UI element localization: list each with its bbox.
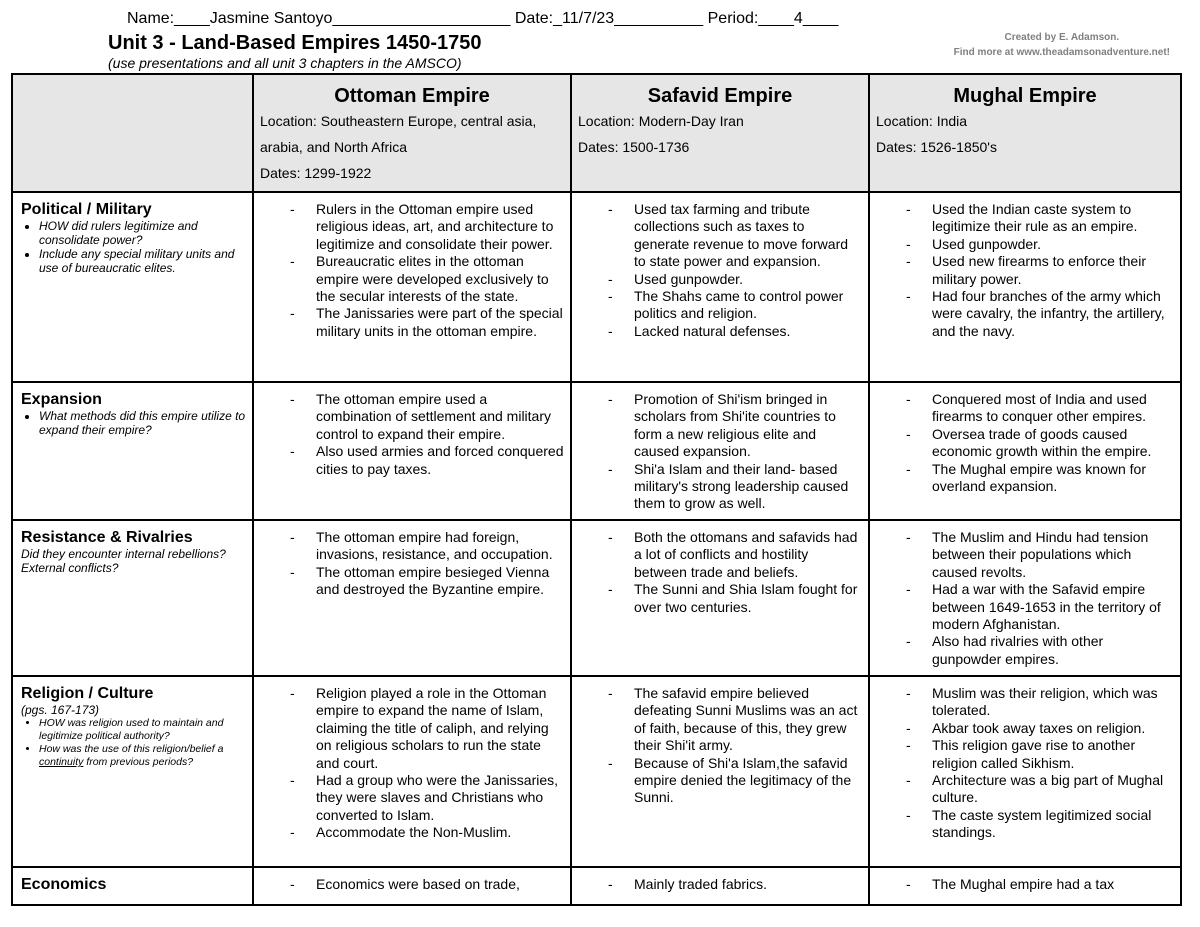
answer-item: - The Muslim and Hindu had tension between their populations which caused revolts. [884, 529, 1174, 581]
answer-list [572, 193, 868, 340]
safavid-header-cell [571, 74, 869, 192]
ottoman-empire-heading: Ottoman Empire [334, 85, 490, 107]
answer-item: - Both the ottomans and safavids had a lot of conflicts and hostility between trade and beliefs. [586, 529, 862, 581]
answer-item: - Had a war with the Safavid empire between 1649-1653 in the territory of modern Afghanistan. [884, 581, 1174, 633]
answer-item: - Shi'a Islam and their land- based military's strong leadership caused them to grow as well. [586, 461, 862, 513]
answer-item: - The Mughal empire had a tax [884, 876, 1174, 893]
economics-row [12, 867, 1181, 905]
answer-item: - The safavid empire believed defeating Sunni Muslims was an act of faith, because of this, they grew their Shi'it army. [586, 685, 862, 755]
answer-item: - Lacked natural defenses. [586, 323, 862, 340]
answer-item: - Oversea trade of goods caused economic growth within the empire. [884, 426, 1174, 461]
answer-item: - Mainly traded fabrics. [586, 876, 862, 893]
ottoman-economics-cell [253, 867, 571, 905]
answer-item: - Bureaucratic elites in the ottoman empire were developed exclusively to the secular interests of the state. [268, 253, 564, 305]
ottoman-religion-cell [253, 676, 571, 867]
answer-item: - Economics were based on trade, [268, 876, 564, 893]
prompt-text: from previous periods? [83, 756, 194, 768]
answer-item: - Also had rivalries with other gunpowder empires. [884, 633, 1174, 668]
answer-item: - Muslim was their religion, which was tolerated. [884, 685, 1174, 720]
mughal-political-cell [869, 192, 1181, 382]
answer-list [572, 383, 868, 513]
ottoman-resistance-cell [253, 520, 571, 676]
answer-item: - This religion gave rise to another religion called Sikhism. [884, 737, 1174, 772]
empires-comparison-table [11, 73, 1182, 906]
religion-culture-row [12, 676, 1181, 867]
answer-item: - Accommodate the Non-Muslim. [268, 824, 564, 841]
answer-item: - The Shahs came to control power politics and religion. [586, 288, 862, 323]
ottoman-expansion-cell [253, 382, 571, 520]
prompt-item: • HOW did rulers legitimize and consolidate power? [39, 219, 246, 247]
answer-list [870, 193, 1180, 340]
answer-item: - Had four branches of the army which were cavalry, the infantry, the artillery, and the navy. [884, 288, 1174, 340]
safavid-location: Location: Modern-Day Iran [578, 113, 744, 129]
table-header-row [12, 74, 1181, 192]
prompt-item: • Include any special military units and use of bureaucratic elites. [39, 247, 246, 275]
prompt-list [21, 717, 246, 769]
prompt-list [21, 409, 246, 437]
row-title: Resistance & Rivalries [21, 529, 193, 546]
answer-item: - Because of Shi'a Islam,the safavid empire denied the legitimacy of the Sunni. [586, 755, 862, 807]
mughal-economics-cell [869, 867, 1181, 905]
answer-item: - Used gunpowder. [586, 271, 862, 288]
political-military-row [12, 192, 1181, 382]
answer-list [870, 521, 1180, 668]
mughal-expansion-cell [869, 382, 1181, 520]
answer-list [254, 677, 570, 842]
answer-item: - The ottoman empire besieged Vienna and destroyed the Byzantine empire. [268, 564, 564, 599]
ottoman-political-cell [253, 192, 571, 382]
answer-item: - Rulers in the Ottoman empire used religious ideas, art, and architecture to legitimize and consolidate their power. [268, 201, 564, 253]
credit-author: Created by E. Adamson. [1004, 32, 1120, 43]
prompt-item [39, 743, 246, 769]
safavid-empire-heading: Safavid Empire [647, 85, 793, 107]
row-title: Religion / Culture [21, 685, 154, 702]
answer-item: - Religion played a role in the Ottoman empire to expand the name of Islam, claiming the title of caliph, and relying on religious scholars to run the state and court. [268, 685, 564, 772]
mughal-resistance-cell [869, 520, 1181, 676]
worksheet-subtitle: (use presentations and all unit 3 chapters in the AMSCO) [108, 55, 462, 71]
answer-item: - Used tax farming and tribute collections such as taxes to generate revenue to move forward to state power and expansion. [586, 201, 862, 271]
ottoman-dates: Dates: 1299-1922 [260, 165, 372, 181]
safavid-economics-cell [571, 867, 869, 905]
corner-cell [12, 74, 253, 192]
prompt-item: • HOW was religion used to maintain and legitimize political authority? [39, 717, 246, 743]
answer-list [572, 868, 868, 893]
ottoman-header-cell [253, 74, 571, 192]
worksheet-title: Unit 3 - Land-Based Empires 1450-1750 [108, 32, 482, 54]
answer-item: - Used new firearms to enforce their military power. [884, 253, 1174, 288]
safavid-expansion-cell [571, 382, 869, 520]
religion-label-cell [12, 676, 253, 867]
safavid-dates: Dates: 1500-1736 [578, 139, 690, 155]
answer-item: - The Janissaries were part of the special military units in the ottoman empire. [268, 305, 564, 340]
mughal-empire-heading: Mughal Empire [953, 85, 1097, 107]
answer-item: - Also used armies and forced conquered cities to pay taxes. [268, 443, 564, 478]
answer-list [254, 868, 570, 893]
mughal-header-cell [869, 74, 1181, 192]
answer-item: - The Sunni and Shia Islam fought for over two centuries. [586, 581, 862, 616]
answer-item: - Akbar took away taxes on religion. [884, 720, 1174, 737]
answer-list [254, 521, 570, 599]
safavid-religion-cell [571, 676, 869, 867]
answer-list [254, 193, 570, 340]
resistance-rivalries-row [12, 520, 1181, 676]
prompt-list [21, 219, 246, 275]
answer-list [572, 521, 868, 616]
underlined-word: continuity [39, 756, 84, 768]
expansion-row [12, 382, 1181, 520]
credit-block [954, 30, 1170, 60]
row-title: Expansion [21, 391, 102, 408]
answer-item: - The caste system legitimized social standings. [884, 807, 1174, 842]
answer-list [870, 677, 1180, 842]
answer-item: - Had a group who were the Janissaries, they were slaves and Christians who converted to Islam. [268, 772, 564, 824]
expansion-label-cell [12, 382, 253, 520]
row-prompt: Did they encounter internal rebellions? External conflicts? [21, 547, 226, 575]
answer-item: - Used the Indian caste system to legitimize their rule as an empire. [884, 201, 1174, 236]
answer-item: - Promotion of Shi'ism bringed in scholars from Shi'ite countries to form a new religious elite and caused expansion. [586, 391, 862, 461]
prompt-text: How was the use of this religion/belief a [39, 743, 224, 755]
resistance-label-cell [12, 520, 253, 676]
answer-item: - Architecture was a big part of Mughal culture. [884, 772, 1174, 807]
safavid-resistance-cell [571, 520, 869, 676]
credit-website: Find more at www.theadamsonadventure.net! [953, 47, 1170, 58]
name-date-period-line: Name:____Jasmine Santoyo____________________ Date:_11/7/23__________ Period:____4____ [127, 10, 839, 27]
mughal-location: Location: India [876, 113, 968, 129]
prompt-item: • What methods did this empire utilize to expand their empire? [39, 409, 246, 437]
answer-list [572, 677, 868, 807]
mughal-dates: Dates: 1526-1850's [876, 139, 997, 155]
answer-list [870, 383, 1180, 495]
answer-item: - The Mughal empire was known for overland expansion. [884, 461, 1174, 496]
page-reference: (pgs. 167-173) [21, 703, 100, 717]
answer-item: - Conquered most of India and used firearms to conquer other empires. [884, 391, 1174, 426]
answer-list [870, 868, 1180, 893]
answer-list [254, 383, 570, 478]
answer-item: - The ottoman empire used a combination of settlement and military control to expand their empire. [268, 391, 564, 443]
answer-item: - Used gunpowder. [884, 236, 1174, 253]
political-military-label-cell [12, 192, 253, 382]
ottoman-location: Location: Southeastern Europe, central asia, arabia, and North Africa [260, 113, 537, 155]
answer-item: - The ottoman empire had foreign, invasions, resistance, and occupation. [268, 529, 564, 564]
row-title: Economics [21, 876, 107, 893]
row-title: Political / Military [21, 201, 152, 218]
mughal-religion-cell [869, 676, 1181, 867]
economics-label-cell [12, 867, 253, 905]
safavid-political-cell [571, 192, 869, 382]
